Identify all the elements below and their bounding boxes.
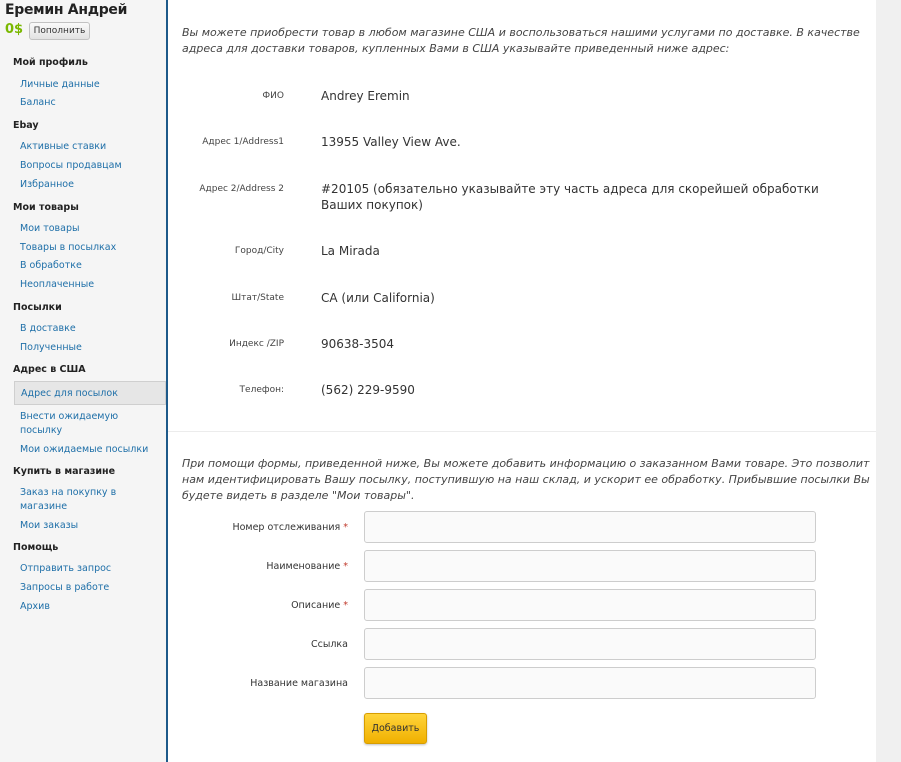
balance-amount: 0$ — [5, 22, 24, 37]
address-label-city: Город/City — [234, 246, 284, 256]
store-name-label: Название магазина — [250, 678, 348, 689]
address-value-state: CA (или California) — [321, 291, 435, 305]
sidebar-item-in-delivery[interactable]: В доставке — [20, 323, 76, 334]
section-divider — [168, 431, 876, 432]
sidebar-item-goods-in-parcels[interactable]: Товары в посылках — [20, 242, 117, 253]
section-parcels: Посылки — [13, 302, 62, 313]
section-buy-in-store: Купить в магазине — [13, 466, 116, 477]
form-intro: При помощи формы, приведенной ниже, Вы можете добавить информацию о заказанном Вами товаре. Это позволит нам идентифицировать Вашу посылку, поступившую на наш склад, и ускорит ее обработку. Прибывшие посылки Вы будете видеть в разделе "Мои товары". — [182, 457, 870, 502]
sidebar-item-expected-parcels[interactable]: Мои ожидаемые посылки — [20, 444, 149, 455]
required-mark: * — [343, 522, 348, 533]
sidebar-item-in-processing[interactable]: В обработке — [20, 260, 82, 271]
sidebar-item-personal-data[interactable]: Личные данные — [20, 79, 100, 90]
address-label-phone: Телефон: — [239, 385, 284, 395]
sidebar-item-unpaid[interactable]: Неоплаченные — [20, 279, 95, 290]
section-help: Помощь — [13, 542, 59, 553]
sidebar-item-label: Адрес для посылок — [21, 388, 118, 399]
address-label-address1: Адрес 1/Address1 — [202, 137, 284, 147]
item-name-input[interactable] — [364, 550, 816, 582]
store-name-input[interactable] — [364, 667, 816, 699]
sidebar-item-store-purchase-order[interactable]: Заказ на покупку в магазине — [20, 487, 117, 512]
address-value-city: La Mirada — [321, 244, 380, 258]
add-button[interactable]: Добавить — [364, 713, 427, 744]
topup-button[interactable]: Пополнить — [29, 22, 90, 40]
link-label: Ссылка — [311, 639, 348, 650]
section-ebay: Ebay — [13, 120, 39, 131]
address-value-fio: Andrey Eremin — [321, 89, 410, 103]
address-label-address2: Адрес 2/Address 2 — [199, 184, 284, 194]
sidebar-item-active-bids[interactable]: Активные ставки — [20, 141, 107, 152]
address-label-fio: ФИО — [262, 91, 284, 101]
address-value-phone: (562) 229-9590 — [321, 383, 415, 397]
required-mark: * — [343, 600, 348, 611]
section-my-profile: Мой профиль — [13, 57, 88, 68]
tracking-number-input[interactable] — [364, 511, 816, 543]
tracking-number-label: Номер отслеживания * — [232, 522, 348, 533]
sidebar-item-my-goods[interactable]: Мои товары — [20, 223, 80, 234]
description-label: Описание * — [291, 600, 348, 611]
address-label-zip: Индекс /ZIP — [229, 339, 284, 349]
address-label-state: Штат/State — [231, 293, 284, 303]
description-input[interactable] — [364, 589, 816, 621]
address-value-address1: 13955 Valley View Ave. — [321, 135, 461, 149]
address-value-zip: 90638-3504 — [321, 337, 395, 351]
address-intro: Вы можете приобрести товар в любом магазине США и воспользоваться нашими услугами по доставке. В качестве адреса для доставки товаров, купленных Вами в США указывайте приведенный ниже адрес: — [182, 26, 860, 55]
sidebar-item-add-expected-parcel[interactable]: Внести ожидаемую посылку — [20, 411, 119, 436]
required-mark: * — [343, 561, 348, 572]
sidebar-item-send-request[interactable]: Отправить запрос — [20, 563, 112, 574]
sidebar-item-archive[interactable]: Архив — [20, 601, 50, 612]
sidebar-item-received[interactable]: Полученные — [20, 342, 82, 353]
sidebar-item-requests-in-work[interactable]: Запросы в работе — [20, 582, 110, 593]
sidebar-item-seller-questions[interactable]: Вопросы продавцам — [20, 160, 122, 171]
address-value-address2: #20105 (обязательно указывайте эту часть адреса для скорейшей обработки Ваших покупок) — [321, 182, 819, 212]
sidebar-item-my-orders[interactable]: Мои заказы — [20, 520, 79, 531]
sidebar — [0, 0, 168, 762]
sidebar-item-balance[interactable]: Баланс — [20, 97, 56, 108]
sidebar-item-favorites[interactable]: Избранное — [20, 179, 74, 190]
section-my-goods: Мои товары — [13, 202, 79, 213]
section-us-address: Адрес в США — [13, 364, 86, 375]
sidebar-item-parcel-address[interactable] — [14, 381, 166, 405]
user-name: Еремин Андрей — [5, 2, 128, 18]
link-input[interactable] — [364, 628, 816, 660]
item-name-label: Наименование * — [266, 561, 348, 572]
main-content — [168, 0, 876, 762]
